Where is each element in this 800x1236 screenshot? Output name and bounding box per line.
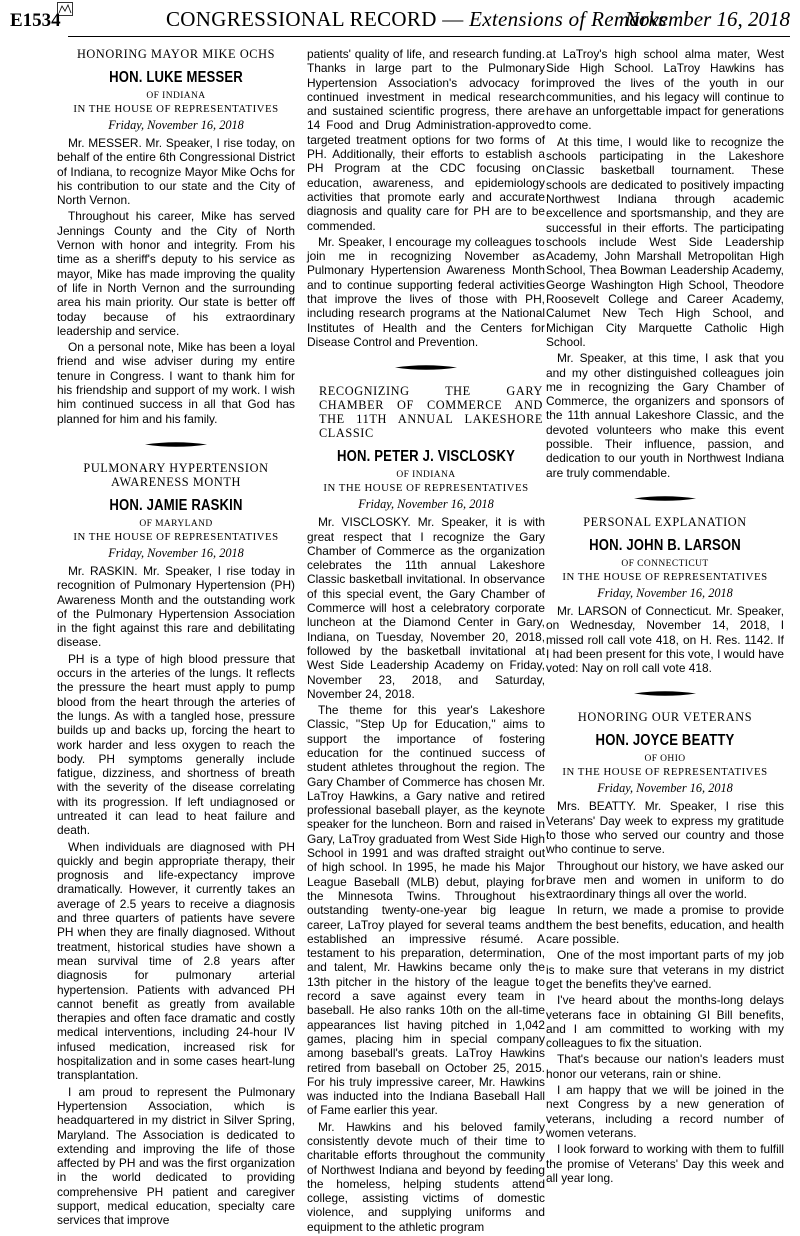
section-divider (546, 494, 784, 503)
session-date: Friday, November 16, 2018 (358, 497, 494, 512)
chamber-line: IN THE HOUSE OF REPRESENTATIVES (323, 482, 529, 495)
section-title: PERSONAL EXPLANATION (583, 514, 747, 529)
paragraph: The theme for this year's Lakeshore Classic, ''Step Up for Education,'' aims to support the importance of fostering education for the continued success of student athletes throughout the region. The Gary Chamber of Commerce has chosen Mr. LaTroy Hawkins, a Gary native and retired professional baseball player, as the keynote speaker for the luncheon. Born and raised in Gary, LaTroy graduated from West Side High School in 1991 and was drafted straight out of high school. In 1995, he made his Major League Baseball (MLB) debut, playing for the Minnesota Twins. Throughout his outstanding twenty-one-year big league career, LaTroy played for several teams and established an impressive résumé. A testament to his preparation, determination, and talent, Mr. Hawkins became only the 13th pitcher in the history of the league to record a save against every team in baseball. He also ranks 10th on the all-time appearances list having pitched in 1,042 games, placing him in special company among baseball's greats. LaTroy Hawkins retired from baseball on October 25, 2015. For his truly impressive career, Mr. Hawkins was inducted into the Indiana Baseball Hall of Fame earlier this year. (307, 703, 545, 1118)
member-state: OF CONNECTICUT (621, 558, 709, 569)
member-name: HON. JOYCE BEATTY (595, 732, 735, 750)
member-state: OF OHIO (644, 754, 686, 765)
chamber-line: IN THE HOUSE OF REPRESENTATIVES (562, 570, 768, 583)
session-date: Friday, November 16, 2018 (597, 585, 733, 600)
page-number: E1534 (10, 10, 61, 31)
member-name: HON. JOHN B. LARSON (589, 536, 741, 554)
paragraph: Mr. Speaker, at this time, I ask that you and my other distinguished colleagues join me in recognizing the Gary Chamber of Commerce, the organizers and sponsors of the 11th annual Lakeshore Classic, and the devoted volunteers who make this event possible. Their influence, passion, and dedication to our youth in Northwest Indiana are truly commendable. (546, 351, 784, 480)
section-divider (307, 363, 545, 372)
chamber-line: IN THE HOUSE OF REPRESENTATIVES (73, 103, 279, 115)
section-title: RECOGNIZING THE GARY CHAMBER OF COMMERCE AND THE 11TH ANNUAL LAKESHORE CLASSIC (319, 384, 543, 441)
paragraph: Throughout our history, we have asked our brave men and women in uniform to do extraordinary things all over the world. (546, 858, 784, 902)
chamber-line: IN THE HOUSE OF REPRESENTATIVES (73, 530, 279, 543)
paragraph: That's because our nation's leaders must honor our veterans, rain or shine. (546, 1052, 784, 1081)
title-sub: Extensions of Remarks (469, 7, 667, 31)
page-header (10, 2, 790, 42)
paragraph: I look forward to working with them to fulfill the promise of Veterans' Day this week and all year long. (546, 1142, 784, 1185)
paragraph: Mr. LARSON of Connecticut. Mr. Speaker, on Wednesday, November 14, 2018, I missed roll call vote 418, on H. Res. 1142. If I had been present for this vote, I would have voted: Nay on roll call vote 418. (546, 603, 784, 676)
section-title: PULMONARY HYPERTENSION AWARENESS MONTH (83, 460, 269, 489)
paragraph: I am happy that we will be joined in the next Congress by a new generation of veterans, including a record number of women veterans. (546, 1083, 784, 1140)
paragraph: Mr. VISCLOSKY. Mr. Speaker, it is with great respect that I recognize the Gary Chamber of Commerce as the organization celebrates the 11th annual Lakeshore Classic basketball invitational. In observance of this special event, the Gary Chamber of Commerce will host a celebratory corporate luncheon at the Diamond Center in Gary, Indiana, on Tuesday, November 20, 2018, followed by the basketball invitational at West Side Leadership Academy on Friday, November 23, 2018, and Saturday, November 24, 2018. (307, 515, 545, 701)
session-date: Friday, November 16, 2018 (597, 781, 733, 796)
chamber-line: IN THE HOUSE OF REPRESENTATIVES (562, 766, 768, 779)
member-state: OF INDIANA (146, 91, 206, 101)
paragraph: Mr. MESSER. Mr. Speaker, I rise today, on behalf of the entire 6th Congressional District of Indiana, to recognize Mayor Mike Ochs for his contribution to our state and the City of North Vernon. (57, 136, 295, 208)
title-dash: — (436, 7, 470, 31)
paragraph: On a personal note, Mike has been a loyal friend and wise adviser during my entire tenure in Congress. I want to thank him for his friendship and support of my work. I wish him continued success in all that God has planned for him and his family. (57, 340, 295, 426)
paragraph: Mr. RASKIN. Mr. Speaker, I rise today in recognition of Pulmonary Hypertension (PH) Awareness Month and the outstanding work of the Pulmonary Hypertension Association in the fight against this rare and debilitating disease. (57, 563, 295, 650)
member-name: HON. LUKE MESSER (109, 69, 243, 86)
session-date: Friday, November 16, 2018 (108, 118, 244, 132)
member-name: HON. JAMIE RASKIN (109, 496, 243, 514)
column-3 (546, 47, 784, 1187)
publication-title (166, 7, 667, 32)
section-divider (546, 689, 784, 698)
title-main: CONGRESSIONAL RECORD (166, 7, 437, 31)
paragraph: I am proud to represent the Pulmonary Hypertension Association, which is headquartered in my district in Silver Spring, Maryland. The Association is dedicated to extending and improving the life of those affected by PH and was the first organization in the world dedicated to providing comprehensive PH patient and caregiver support, medical education, specialty care services that improve (57, 1084, 295, 1228)
paragraph: When individuals are diagnosed with PH quickly and begin appropriate therapy, their prognosis and life-expectancy improve dramatically. However, it currently takes an average of 2.5 years to receive a diagnosis and three quarters of patients have severe PH when they are finally diagnosed. Without treatment, historical studies have shown a mean survival time of 2.8 years after diagnosis for pulmonary arterial hypertension. Patients with advanced PH cannot benefit as greatly from available therapies and often face dramatic and costly medical interventions, including 24-hour IV infused medication, increased risk for hospitalization and in some cases heart-lung transplantation. (57, 839, 295, 1083)
member-state: OF MARYLAND (139, 518, 213, 529)
paragraph: One of the most important parts of my job is to make sure that veterans in my district get the benefits they've earned. (546, 948, 784, 991)
column-1 (57, 47, 295, 1230)
paragraph: I've heard about the months-long delays veterans face in obtaining GI Bill benefits, and I am committed to working with my colleagues to fix the situation. (546, 993, 784, 1051)
session-date: Friday, November 16, 2018 (108, 545, 244, 560)
column-2 (307, 47, 545, 1236)
paragraph: patients' quality of life, and research funding. Thanks in large part to the Pulmonary Hypertension Association's advocacy for continued investment in medical research and sustained scientific progress, there are 14 Food and Drug Administration-approved targeted treatment options for two forms of PH. Additionally, their efforts to establish a PH Program at the CDC focusing on education, awareness, and epidemiology activities that promote early and accurate diagnosis and quality care for PH are to be commended. (307, 47, 545, 233)
paragraph: In return, we made a promise to provide them the best benefits, education, and health care possible. (546, 903, 784, 947)
section-divider (57, 440, 295, 449)
member-name: HON. PETER J. VISCLOSKY (336, 448, 516, 466)
paragraph: Mr. Hawkins and his beloved family consistently devote much of their time to charitable efforts throughout the community of Northwest Indiana and beyond by feeding the homeless, helping students attend college, assisting victims of domestic violence, and supplying uniforms and equipment to the athletic program (307, 1119, 545, 1234)
paragraph: at LaTroy's high school alma mater, West Side High School. LaTroy Hawkins has improved the lives of the youth in our communities, and his legacy will continue to have an unforgettable impact for generations to come. (546, 47, 784, 133)
paragraph: At this time, I would like to recognize the schools participating in the Lakeshore Classic basketball tournament. These schools are dedicated to positively impacting Northwest Indiana through academic excellence and sportsmanship, and they are successful in their efforts. The participating schools include West Side Leadership Academy, John Marshall Metropolitan High School, Thea Bowman Leadership Academy, George Washington High School, Theodore Roosevelt College and Career Academy, Calumet New Tech High School, and Michigan City Marquette Catholic High School. (546, 134, 784, 349)
header-rule (68, 36, 790, 37)
paragraph: PH is a type of high blood pressure that occurs in the arteries of the lungs. It reflects the pressure the heart must apply to pump blood from the heart through the arteries of the lungs. As with a tangled hose, pressure builds up and backs up, forcing the heart to work harder and less oxygen to reach the body. PH symptoms generally include fatigue, dizziness, and shortness of breath with the severity of the disease correlating with its progression. If left undiagnosed or untreated it can lead to heat failure and death. (57, 651, 295, 838)
paragraph: Mrs. BEATTY. Mr. Speaker, I rise this Veterans' Day week to express my gratitude to those who served our country and those who continue to serve. (546, 799, 784, 857)
member-state: OF INDIANA (396, 470, 456, 481)
paragraph: Mr. Speaker, I encourage my colleagues to join me in recognizing November as Pulmonary Hypertension Awareness Month and to continue supporting federal activities that improve the lives of those with PH, including research programs at the National Institutes of Health and the Centers for Disease Control and Prevention. (307, 234, 545, 349)
header-date: November 16, 2018 (624, 7, 790, 31)
section-title: HONORING MAYOR MIKE OCHS (76, 47, 276, 61)
paragraph: Throughout his career, Mike has served Jennings County and the City of North Vernon with honor and integrity. From his time as a sheriff's deputy to his service as mayor, Mike has made improving the quality of life in North Vernon and the surrounding area his main priority. Our state is better off today because of his extraordinary leadership and service. (57, 209, 295, 338)
section-title: HONORING OUR VETERANS (577, 710, 753, 725)
